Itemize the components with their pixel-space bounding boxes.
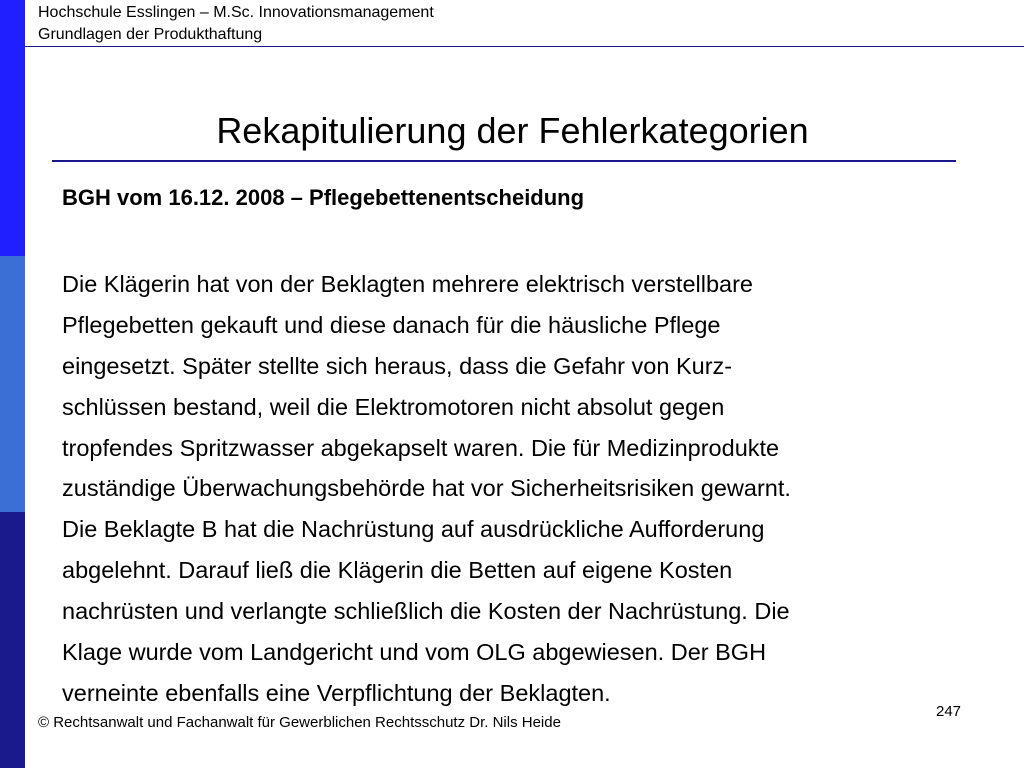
left-accent-stripe-bottom xyxy=(0,512,25,768)
left-accent-stripe-middle xyxy=(0,256,25,512)
slide-subtitle: BGH vom 16.12. 2008 – Pflegebettenentscheidung xyxy=(62,185,585,210)
body-line: Die Klägerin hat von der Beklagten mehrere elektrisch verstellbare xyxy=(62,271,753,297)
body-line: eingesetzt. Später stellte sich heraus, dass die Gefahr von Kurz- xyxy=(62,352,733,379)
body-text xyxy=(62,264,791,714)
body-line: verneinte ebenfalls eine Verpflichtung der Beklagten. xyxy=(62,679,611,706)
body-line: schlüssen bestand, weil die Elektromotoren nicht absolut gegen xyxy=(62,393,725,420)
body-line: abgelehnt. Darauf ließ die Klägerin die Betten auf eigene Kosten xyxy=(62,557,733,584)
body-line: Die Beklagte B hat die Nachrüstung auf ausdrückliche Aufforderung xyxy=(62,516,765,543)
header-institution: Hochschule Esslingen – M.Sc. Innovationsmanagement xyxy=(38,4,434,21)
header-divider xyxy=(25,46,1024,47)
left-accent-stripe-top xyxy=(0,0,25,256)
body-line: zuständige Überwachungsbehörde hat vor Sicherheitsrisiken gewarnt. xyxy=(62,475,791,502)
body-line: tropfendes Spritzwasser abgekapselt waren. Die für Medizinprodukte xyxy=(62,434,780,461)
body-line: Pflegebetten gekauft und diese danach für die häusliche Pflege xyxy=(62,311,721,338)
slide-title: Rekapitulierung der Fehlerkategorien xyxy=(216,110,809,151)
header-course: Grundlagen der Produkthaftung xyxy=(38,26,263,43)
title-underline xyxy=(52,160,956,162)
footer-copyright: © Rechtsanwalt und Fachanwalt für Gewerblichen Rechtsschutz Dr. Nils Heide xyxy=(38,714,561,731)
body-line: Klage wurde vom Landgericht und vom OLG abgewiesen. Der BGH xyxy=(62,639,767,666)
body-line: nachrüsten und verlangte schließlich die Kosten der Nachrüstung. Die xyxy=(62,598,790,625)
page-number: 247 xyxy=(936,703,962,720)
